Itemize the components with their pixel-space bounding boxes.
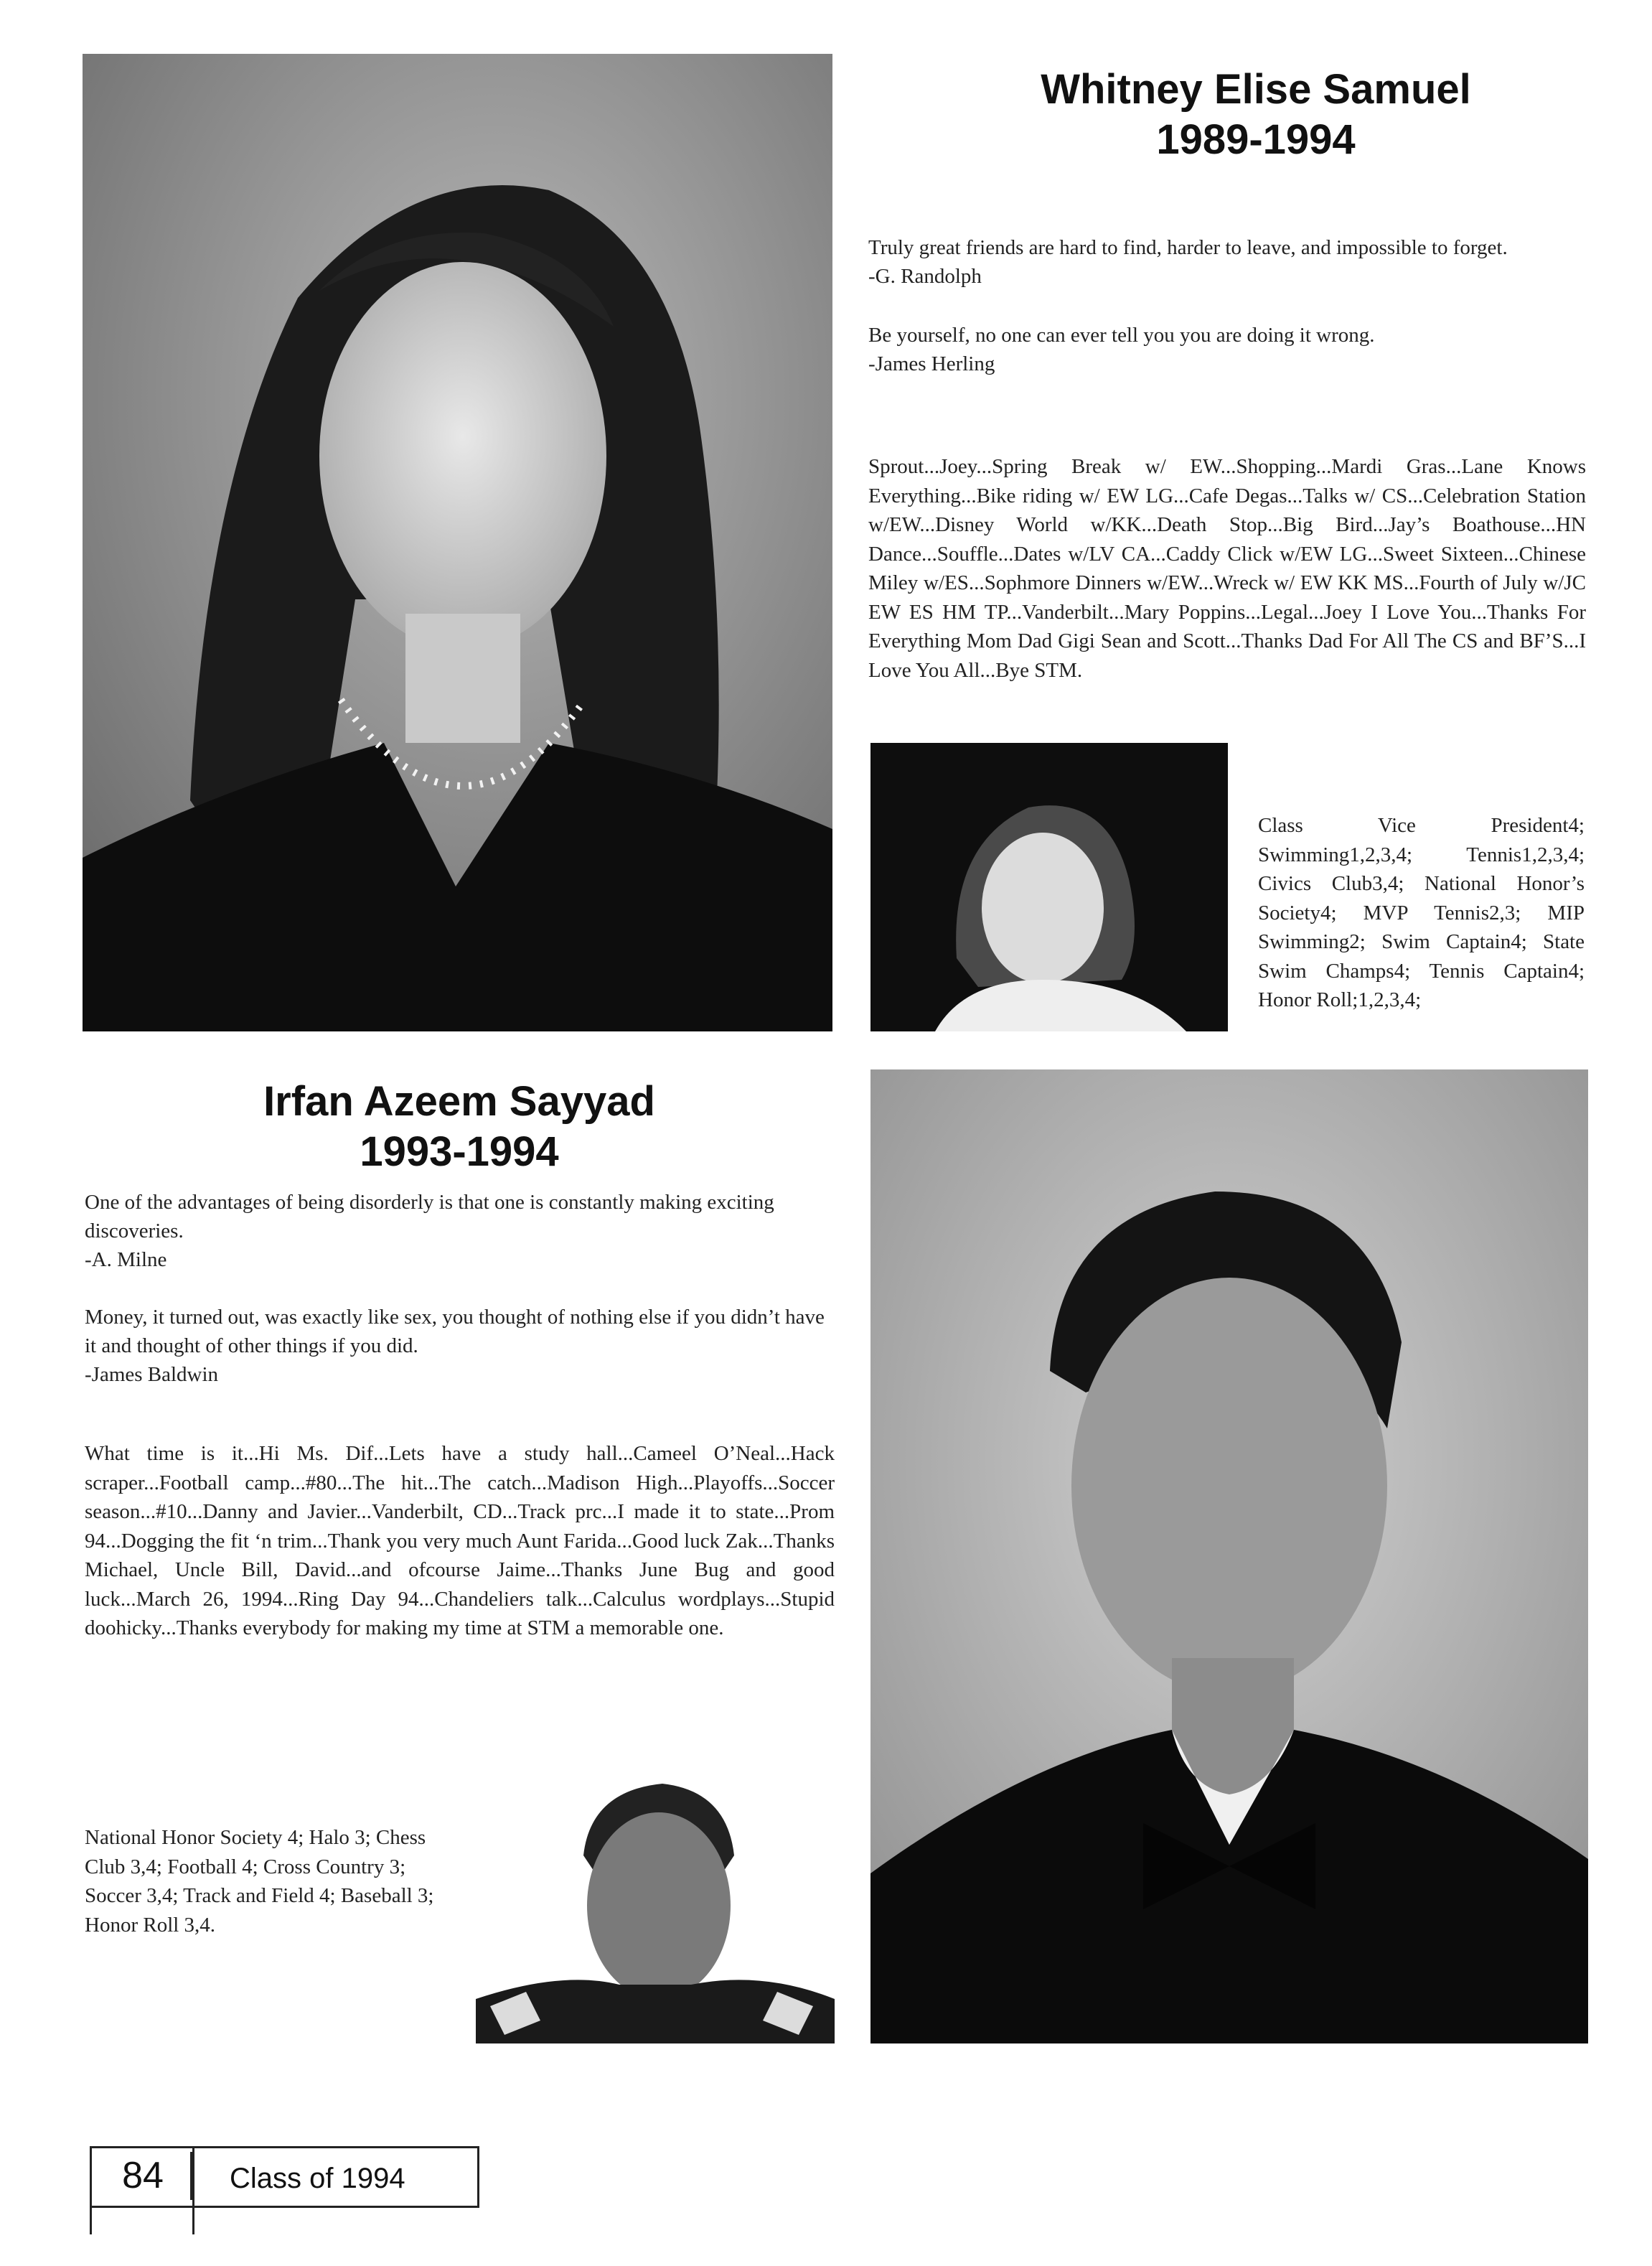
quote-author: -G. Randolph (868, 265, 982, 288)
portrait-photo-whitney (83, 54, 832, 1031)
candid-photo-whitney (870, 743, 1228, 1031)
student-name-heading (100, 1077, 818, 1177)
student-name: Irfan Azeem Sayyad (263, 1078, 655, 1125)
candid-photo-irfan (476, 1762, 835, 2043)
memories-text: What time is it...Hi Ms. Dif...Lets have a study hall...Cameel O’Neal...Hack scraper...Football camp...#80...The hit...The catch...Madison High...Playoffs...Soccer season...#10...Danny and Javier...Vanderbilt, CD...Track prc...I made it to state...Prom 94...Dogging the fit ‘n trim...Thank you very much Aunt Farida...Good luck Zak...Thanks Michael, Uncle Bill, David...and ofcourse Jaime...Thanks June Bug and good luck...March 26, 1994...Ring Day 94...Chandeliers talk...Calculus wordplays...Stupid doohicky...Thanks everybody for making my time at STM a memorable one. (85, 1442, 835, 1639)
activities-text: Class Vice President4; Swimming1,2,3,4; Tennis1,2,3,4; Civics Club3,4; National Honor’s Society4; MVP Tennis2,3; MIP Swimming2; Swim Captain4; State Swim Champs4; Tennis Captain4; Honor Roll;1,2,3,4; (1258, 814, 1585, 1011)
quote-text: Money, it turned out, was exactly like sex, you thought of nothing else if you didn’t have it and thought of other things if you did. (85, 1306, 825, 1357)
portrait-photo-irfan (870, 1069, 1588, 2043)
quote-author: -James Herling (868, 352, 995, 375)
memories-text: Sprout...Joey...Spring Break w/ EW...Shopping...Mardi Gras...Lane Knows Everything...Bike riding w/ EW LG...Cafe Degas...Talks w/ CS...Celebration Station w/EW...Disney World w/KK...Death Stop...Big Bird...Jay’s Boathouse...HN Dance...Souffle...Dates w/LV CA...Caddy Click w/EW LG...Sweet Sixteen...Chinese Miley w/ES...Sophmore Dinners w/EW...Wreck w/ EW KK MS...Fourth of July w/JC EW ES HM TP...Vanderbilt...Mary Poppins...Legal...Joey I Love You...Thanks For Everything Mom Dad Gigi Sean and Scott...Thanks Dad For All The CS and BF’S...I Love You All...Bye STM. (868, 455, 1586, 682)
student-name-heading (897, 65, 1615, 165)
quote-block (868, 233, 1586, 378)
quote-text: One of the advantages of being disorderly is that one is constantly making exciting discoveries. (85, 1191, 774, 1242)
quote-author: -James Baldwin (85, 1363, 219, 1386)
quote-author: -A. Milne (85, 1248, 167, 1271)
quote-block (85, 1188, 835, 1389)
quote-text: Truly great friends are hard to find, harder to leave, and impossible to forget. (868, 236, 1508, 259)
activities-text: National Honor Society 4; Halo 3; Chess Club 3,4; Football 4; Cross Country 3; Soccer 3,4; Track and Field 4; Baseball 3; Honor Roll 3,4. (85, 1826, 434, 1937)
student-years: 1993-1994 (360, 1128, 559, 1175)
student-years: 1989-1994 (1156, 116, 1356, 163)
student-name: Whitney Elise Samuel (1041, 66, 1471, 113)
footer-label: Class of 1994 (230, 2163, 405, 2194)
quote-text: Be yourself, no one can ever tell you you are doing it wrong. (868, 324, 1375, 347)
page-number: 84 (95, 2152, 192, 2200)
